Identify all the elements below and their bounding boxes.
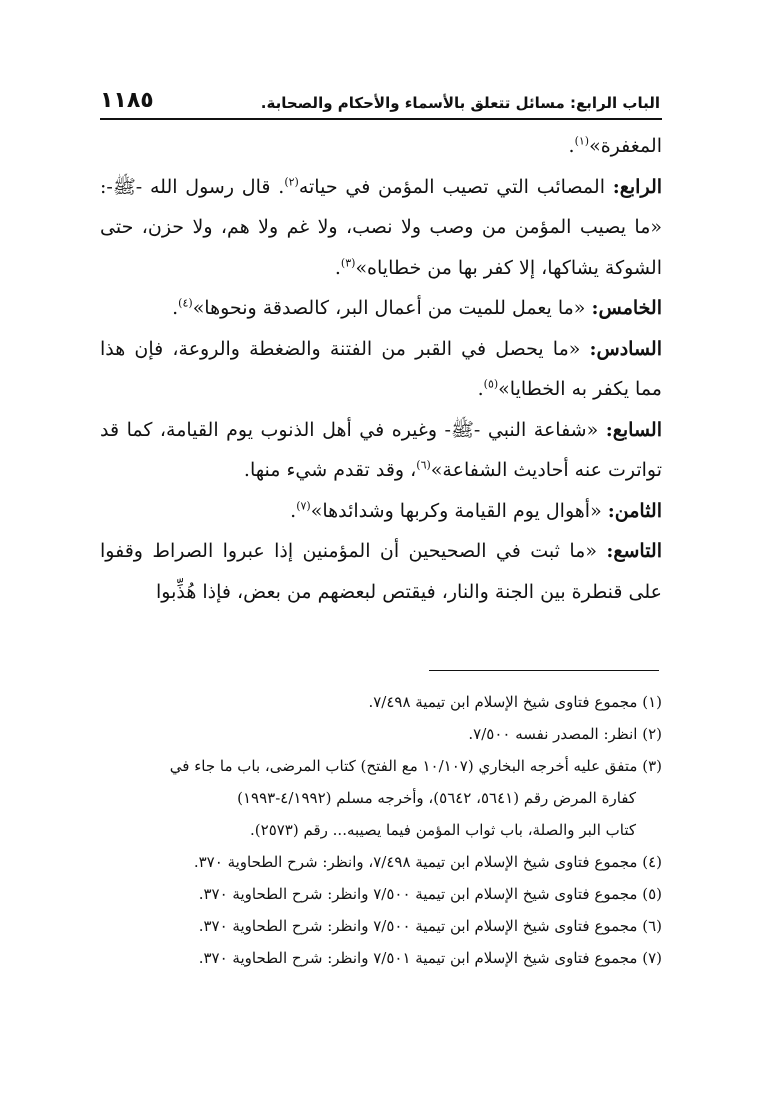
footnote-1: (١) مجموع فتاوى شيخ الإسلام ابن تيمية ٧/٤٩٨. [368,693,662,711]
footnote-divider [429,670,659,671]
main-text [100,126,662,612]
item-label: السابع: [605,418,662,441]
footnote-ref: (٦) [416,458,431,472]
paragraph-ninth: التاسع: «ما ثبت في الصحيحين أن المؤمنين إذا عبروا الصراط وقفوا على قنطرة بين الجنة والنار، فيقتص لبعضهم من بعض، فإذا هُذِّبوا [100,540,662,603]
footnote-6: (٦) مجموع فتاوى شيخ الإسلام ابن تيمية ٧/٥٠٠ وانظر: شرح الطحاوية ٣٧٠. [198,917,662,935]
page-number: ١١٨٥ [100,88,154,113]
paragraph-fourth: الرابع: المصائب التي تصيب المؤمن في حياته$^{(٢)}$. قال رسول الله -ﷺ-: «ما يصيب المؤمن من وصب ولا نصب، ولا غم ولا هم، ولا حزن، حتى الشوكة يشاكها، إلا كفر بها من خطاياه»$^{(٣)}$. [100,175,663,279]
footnote-ref: (٧) [296,499,311,513]
footnote-4: (٤) مجموع فتاوى شيخ الإسلام ابن تيمية ٧/٤٩٨، وانظر: شرح الطحاوية ٣٧٠. [193,853,662,871]
footnote-2: (٢) انظر: المصدر نفسه ٧/٥٠٠. [468,725,662,743]
footnote-3: (٣) متفق عليه أخرجه البخاري (١٠/١٠٧ مع الفتح) كتاب المرضى، باب ما جاء في [169,757,662,775]
footnote-7: (٧) مجموع فتاوى شيخ الإسلام ابن تيمية ٧/٥٠١ وانظر: شرح الطحاوية ٣٧٠. [198,949,662,967]
footnote-ref: (٥) [483,377,499,391]
paragraph-sixth: السادس: «ما يحصل في القبر من الفتنة والضغطة والروعة، فإن هذا مما يكفر به الخطايا»$^{(٥)}$. [100,337,662,400]
item-label: الخامس: [591,297,662,319]
footnote-ref: (٢) [284,175,299,189]
footnote-ref: (٤) [178,296,193,310]
item-label: التاسع: [606,540,662,562]
chapter-title: الباب الرابع: مسائل تتعلق بالأسماء والأحكام والصحابة. [260,94,660,112]
paragraph-seventh: السابع: «شفاعة النبي -ﷺ- وغيره في أهل الذنوب يوم القيامة، كما قد تواترت عنه أحاديث الشفاعة»$^{(٦)}$، وقد تقدم شيء منها. [100,418,662,481]
item-label: الرابع: [612,175,663,198]
paragraph-continuation: المغفرة»$^{(١)}$. [568,134,662,157]
footnote-3-line-2: كفارة المرض رقم (٥٦٤١، ٥٦٤٢)، وأخرجه مسلم (٤/١٩٩٢-١٩٩٣) [237,789,636,807]
header-divider [100,118,662,120]
footnote-5: (٥) مجموع فتاوى شيخ الإسلام ابن تيمية ٧/٥٠٠ وانظر: شرح الطحاوية ٣٧٠. [198,885,662,903]
item-label: السادس: [589,337,662,360]
paragraph-eighth: الثامن: «أهوال يوم القيامة وكربها وشدائدها»$^{(٧)}$. [290,499,662,522]
running-header [100,88,660,118]
footnotes [100,686,662,974]
item-label: الثامن: [607,499,662,522]
footnote-ref: (٣) [340,256,356,270]
footnote-3-line-3: كتاب البر والصلة، باب ثواب المؤمن فيما يصيبه... رقم (٢٥٧٣). [250,821,636,839]
paragraph-fifth: الخامس: «ما يعمل للميت من أعمال البر، كالصدقة ونحوها»$^{(٤)}$. [172,296,662,319]
footnote-ref: (١) [574,134,590,148]
